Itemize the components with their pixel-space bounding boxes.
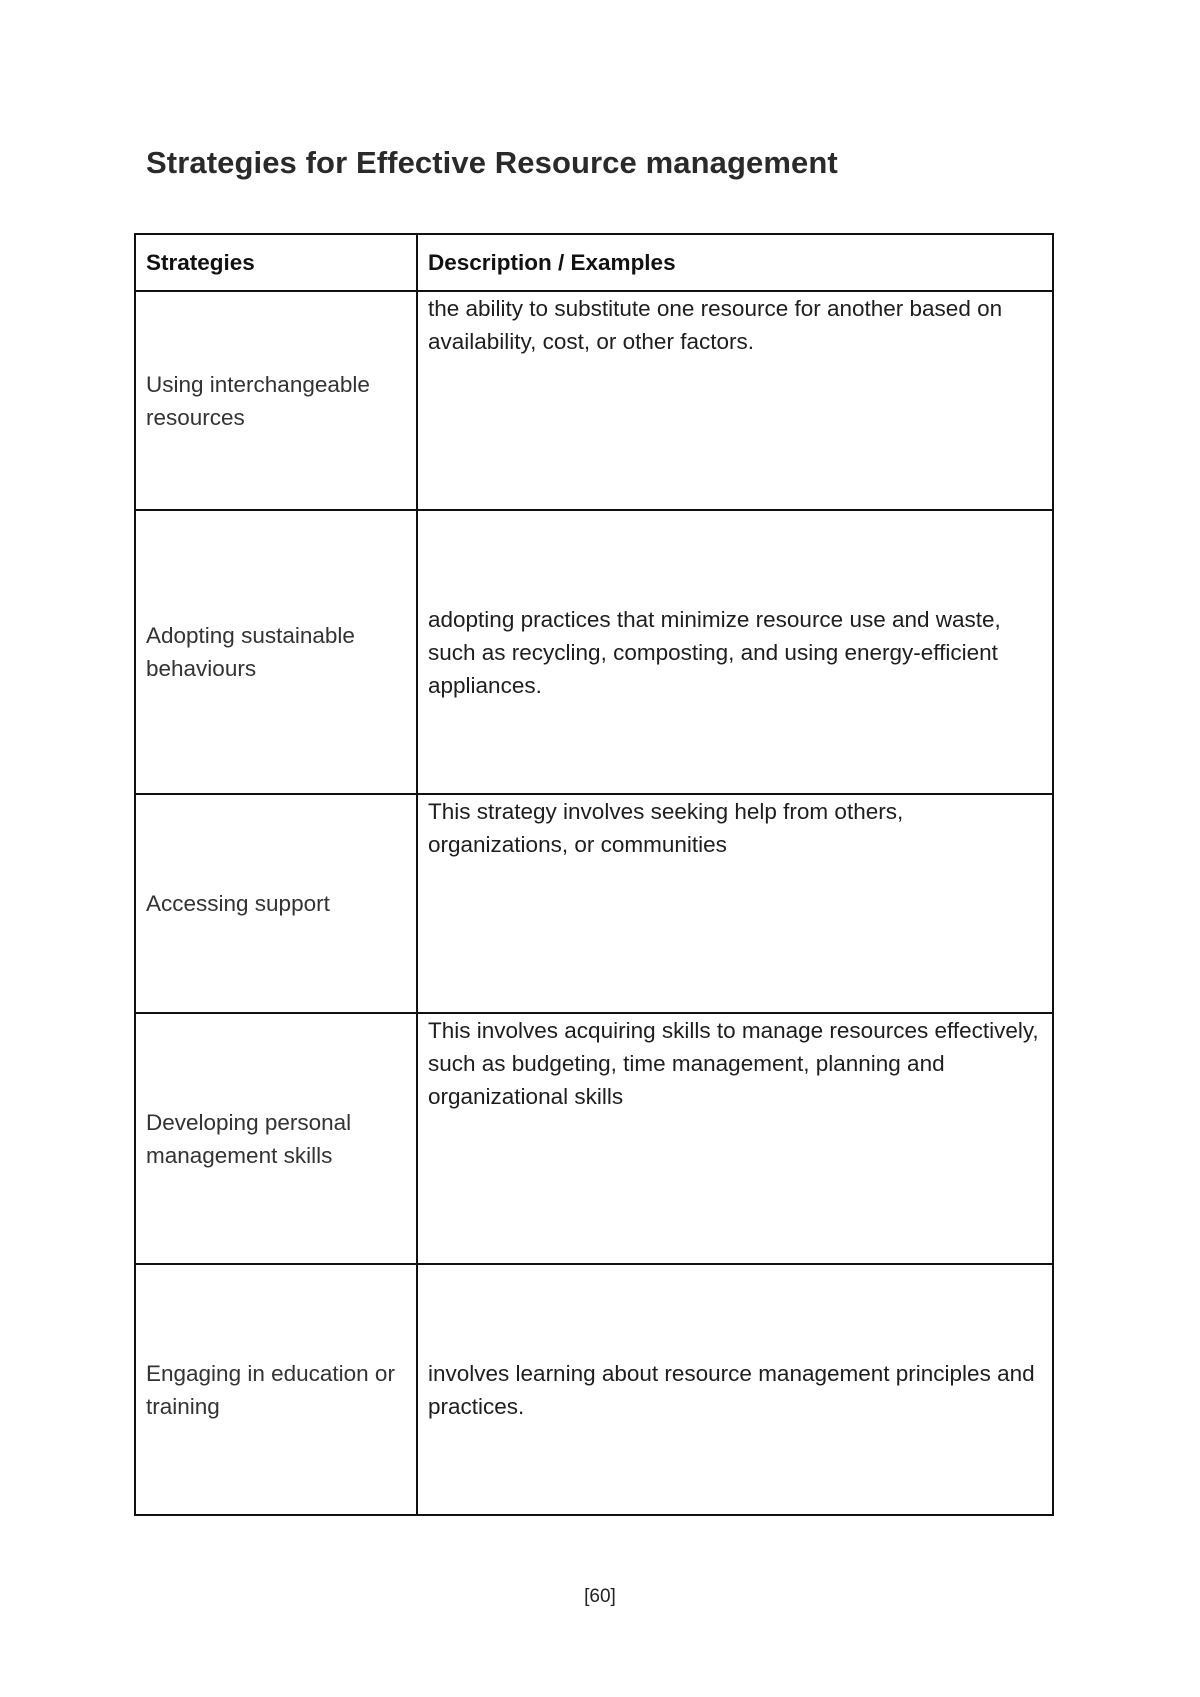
description-cell: This involves acquiring skills to manage resources effectively, such as budgeting, time management, planning and organizational skills [417,1013,1053,1264]
strategy-cell: Engaging in education or training [135,1264,417,1515]
table-row [135,510,1053,794]
column-header-description: Description / Examples [417,234,1053,291]
table-header-row [135,234,1053,291]
strategy-cell: Using interchangeable resources [135,291,417,510]
table-row [135,291,1053,510]
strategy-cell: Developing personal management skills [135,1013,417,1264]
table-row [135,1264,1053,1515]
strategy-cell: Accessing support [135,794,417,1013]
column-header-strategies: Strategies [135,234,417,291]
strategies-table [134,233,1054,1516]
description-cell: adopting practices that minimize resource use and waste, such as recycling, composting, and using energy-efficient appliances. [417,510,1053,794]
table-row [135,1013,1053,1264]
page-title: Strategies for Effective Resource management [146,145,838,180]
description-cell: the ability to substitute one resource for another based on availability, cost, or other factors. [417,291,1053,510]
page-number: [60] [584,1586,616,1607]
strategy-cell: Adopting sustainable behaviours [135,510,417,794]
description-cell: involves learning about resource management principles and practices. [417,1264,1053,1515]
description-cell: This strategy involves seeking help from others, organizations, or communities [417,794,1053,1013]
table-row [135,794,1053,1013]
